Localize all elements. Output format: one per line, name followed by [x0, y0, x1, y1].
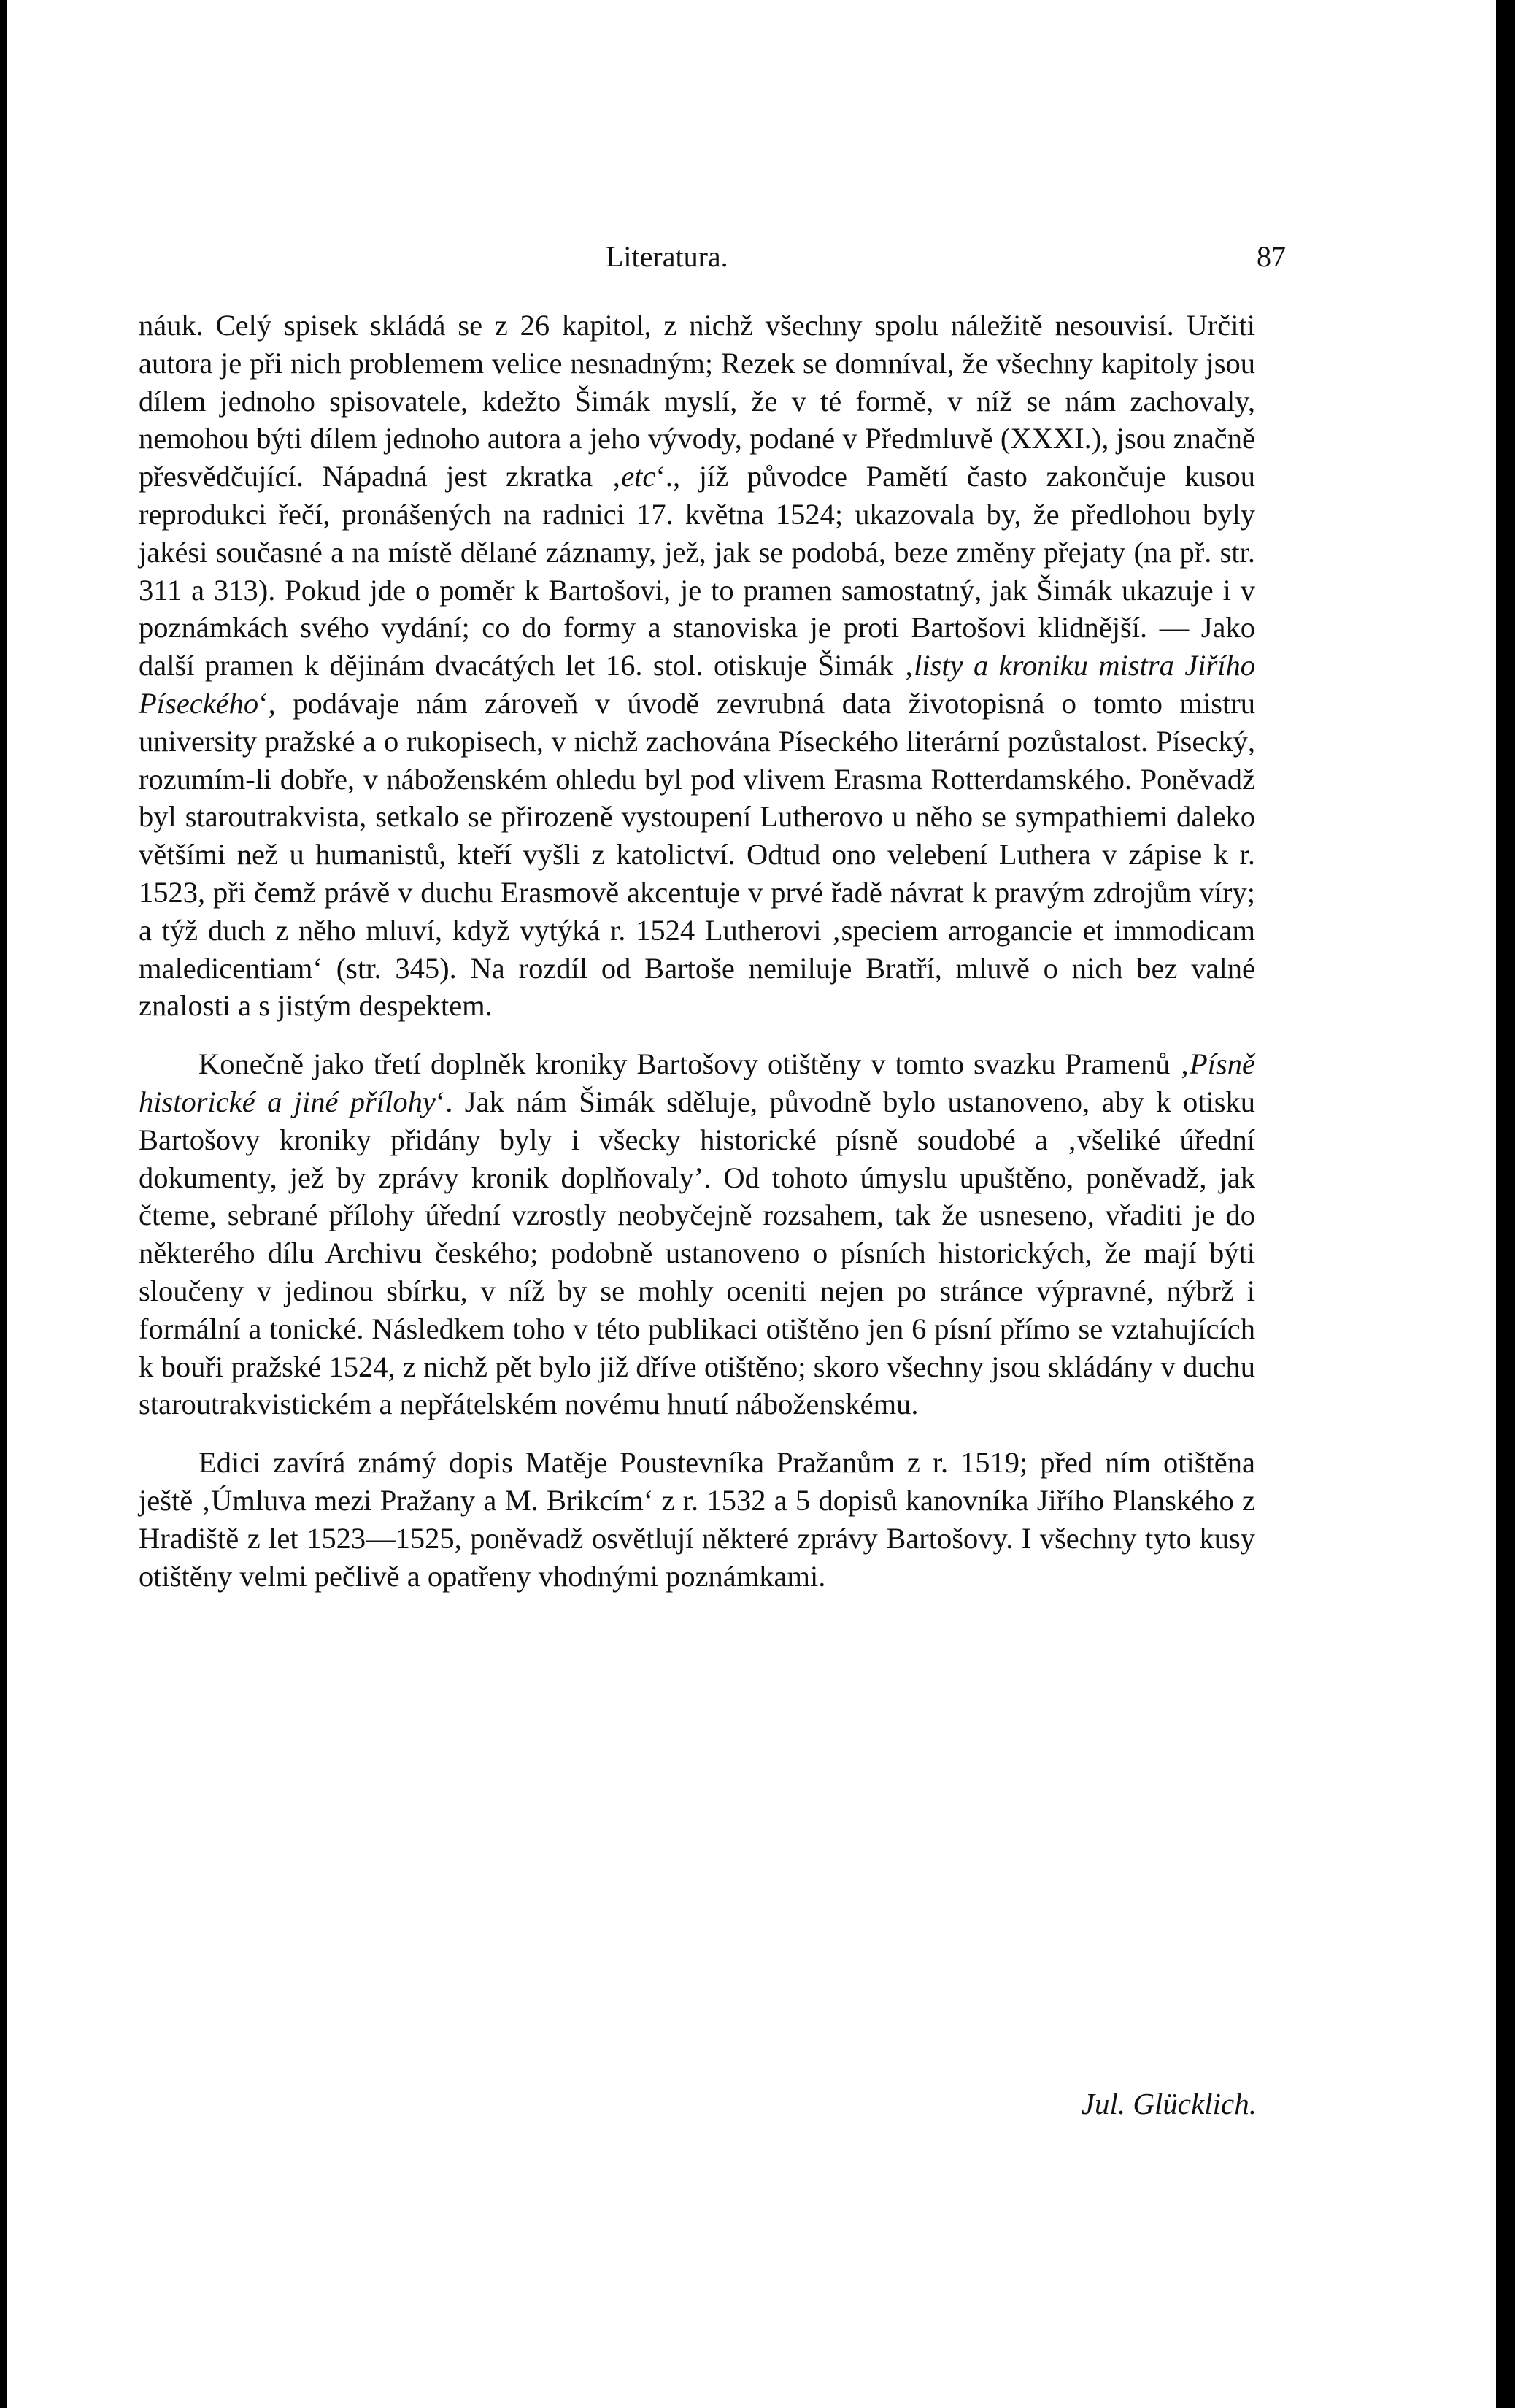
paragraph-2-text-b: ‘. Jak nám Šimák sděluje, původně bylo ustanoveno, aby k otisku Bartošovy kroniky přidány byly i všecky historické písně soudobé a ‚všeliké úřední dokumenty, jež by zprávy kronik doplňovaly’. Od tohoto úmyslu upuštěno, poněvadž, jak čteme, sebrané přílohy úřední vzrostly neobyčejně rozsahem, tak že usneseno, vřaditi je do některého dílu Archivu českého; podobně ustanoveno o písních historických, že mají býti sloučeny v jedinou sbírku, v níž by se mohly oceniti nejen po stránce výpravné, nýbrž i formální a tonické. Následkem toho v této publikaci otištěno jen 6 písní přímo se vztahujících k bouři pražské 1524, z nichž pět bylo již dříve otištěno; skoro všechny jsou skládány v duchu staroutrakvistickém a nepřátelském novému hnutí náboženskému. [139, 1085, 1255, 1421]
running-header [7, 232, 1496, 276]
paragraph-1 [139, 307, 1255, 1025]
paragraph-2-text-a: Konečně jako třetí doplněk kroniky Bartošovy otištěny v tomto svazku Pramenů ‚ [198, 1047, 1190, 1081]
page-number: 87 [1257, 240, 1286, 273]
paragraph-2-title: Písně historické a jiné přílohy [139, 1047, 1255, 1118]
paragraph-1-text-b: ‘., jíž původce Pamětí často zakončuje kusou reprodukci řečí, pronášených na radnici 17. května 1524; ukazovala by, že předlohou byly jakési současné a na místě dělané záznamy, jež, jak se podobá, beze změny přejaty (na př. str. 311 a 313). Pokud jde o poměr k Bartošovi, je to pramen samostatný, jak Šimák ukazuje i v poznámkách svého vydání; co do formy a stanoviska je proti Bartošovi klidnější. — Jako další pramen k dějinám dvacátých let 16. stol. otiskuje Šimák ‚ [139, 460, 1255, 682]
header-title: Literatura. [606, 240, 728, 273]
paragraph-1-etc: etc [621, 460, 656, 493]
body-text [139, 307, 1255, 1595]
author-signature: Jul. Glücklich. [1081, 2087, 1257, 2120]
paragraph-1-title: listy a kroniku mistra Jiřího Píseckého [139, 649, 1255, 720]
document-page [7, 0, 1496, 2408]
paragraph-1-text-a: náuk. Celý spisek skládá se z 26 kapitol, z nichž všechny spolu náležitě nesouvisí. Určiti autora je při nich problemem velice nesnadným; Rezek se domníval, že všechny kapitoly jsou dílem jednoho spisovatele, kdežto Šimák myslí, že v té formě, v níž se nám zachovaly, nemohou býti dílem jednoho autora a jeho vývody, podané v Předmluvě (XXXI.), jsou značně přesvědčující. Nápadná jest zkratka ‚ [139, 309, 1255, 493]
paragraph-3: Edici zavírá známý dopis Matěje Poustevníka Pražanům z r. 1519; před ním otištěna ještě ‚Úmluva mezi Pražany a M. Brikcím‘ z r. 1532 a 5 dopisů kanovníka Jiřího Planského z Hradiště z let 1523—1525, poněvadž osvětlují některé zprávy Bartošovy. I všechny tyto kusy otištěny velmi pečlivě a opatřeny vhodnými poznámkami. [139, 1446, 1255, 1593]
paragraph-1-text-c: ‘, podávaje nám zároveň v úvodě zevrubná data životopisná o tomto mistru university pražské a o rukopisech, v nichž zachována Píseckého literární pozůstalost. Písecký, rozumím-li dobře, v náboženském ohledu byl pod vlivem Erasma Rotterdamského. Poněvadž byl staroutrakvista, setkalo se přirozeně vystoupení Lutherovo u něho se sympathiemi daleko většími než u humanistů, kteří vyšli z katolictví. Odtud ono velebení Luthera v zápise k r. 1523, při čemž právě v duchu Erasmově akcentuje v prvé řadě návrat k pravým zdrojům víry; a týž duch z něho mluví, když vytýká r. 1524 Lutherovi ‚speciem arrogancie et immodicam maledicentiam‘ (str. 345). Na rozdíl od Bartoše nemiluje Bratří, mluvě o nich bez valné znalosti a s jistým despektem. [139, 686, 1255, 1023]
paragraph-2 [139, 1045, 1255, 1423]
